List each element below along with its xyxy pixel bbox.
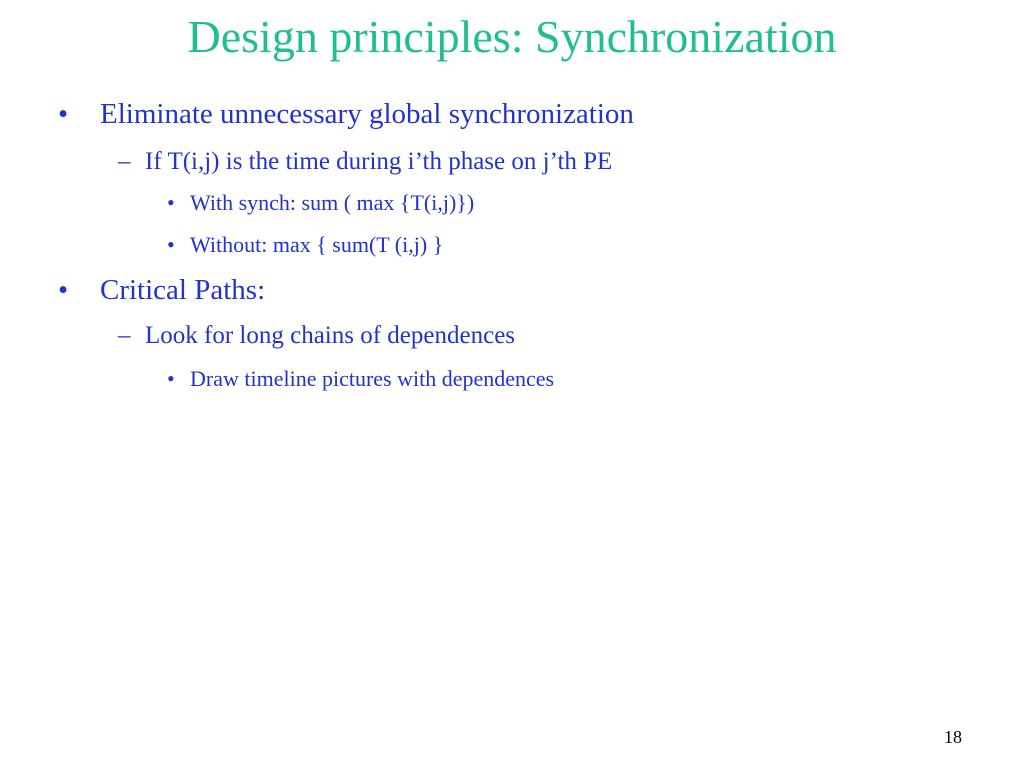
dash-marker: – [118,148,131,175]
bullet-level1-text: Eliminate unnecessary global synchronization [100,98,634,130]
slide-title: Design principles: Synchronization [187,11,837,62]
bullet-level3-text: Without: max { sum(T (i,j) } [190,232,444,257]
bullet-level2-text: Look for long chains of dependences [145,322,516,349]
bullet-marker: • [58,98,69,130]
bullet-marker: • [58,274,69,306]
bullet-level1-text: Critical Paths: [100,274,266,306]
page-number: 18 [944,727,962,747]
dash-marker: – [118,322,131,349]
bullet-marker: • [167,366,175,391]
bullet-marker: • [167,190,175,215]
bullet-level2-text: If T(i,j) is the time during i’th phase on j’th PE [145,148,613,175]
bullet-level3-text: Draw timeline pictures with dependences [190,366,555,391]
bullet-level3-text: With synch: sum ( max {T(i,j)}) [190,190,475,215]
bullet-marker: • [167,232,175,257]
